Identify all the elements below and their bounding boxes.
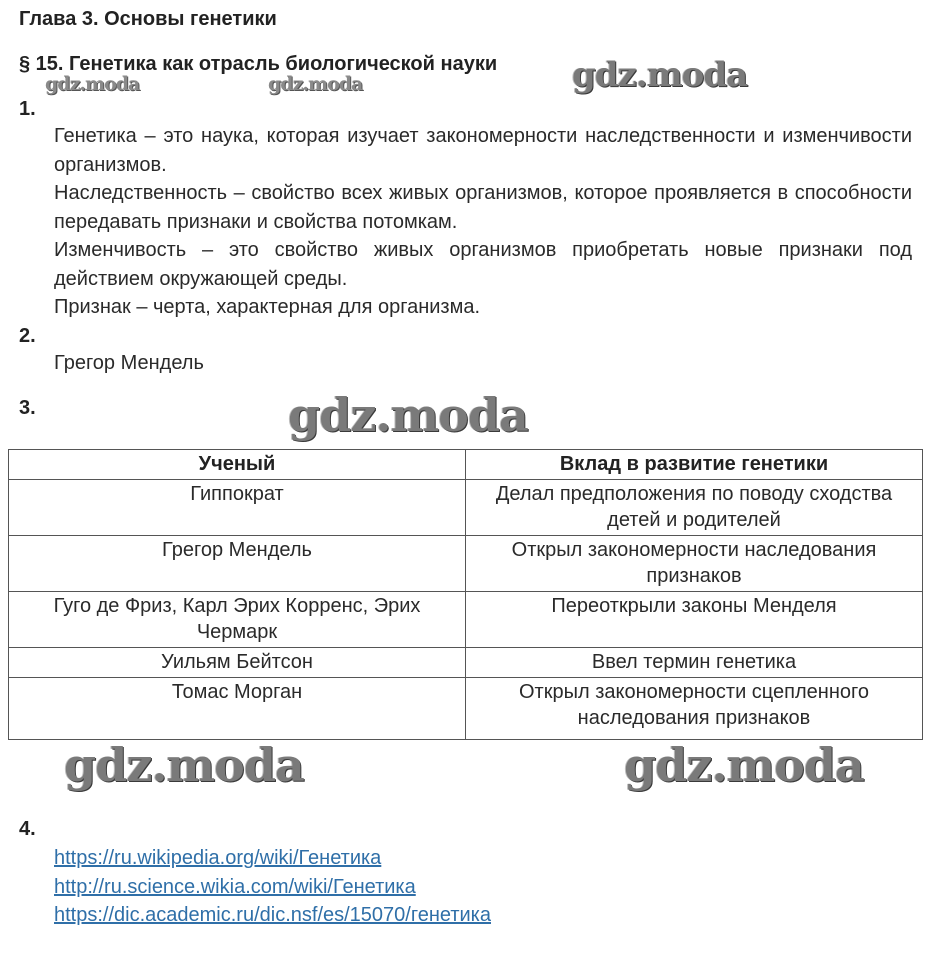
watermark-logo: gdz.moda xyxy=(45,73,140,95)
table-cell-contribution: Открыл закономерности сцепленного наследования признаков xyxy=(466,678,923,740)
question-number-3: 3. xyxy=(19,397,36,419)
table-header-scientist: Ученый xyxy=(9,450,466,480)
answer-2: Грегор Мендель xyxy=(54,352,204,374)
link-wikipedia[interactable]: https://ru.wikipedia.org/wiki/Генетика xyxy=(54,847,382,869)
table-row xyxy=(9,678,923,740)
table-row xyxy=(9,648,923,678)
table-cell-scientist: Уильям Бейтсон xyxy=(9,648,466,678)
watermark-logo: gdz.moda xyxy=(288,388,528,442)
definition-heredity: Наследственность – свойство всех живых организмов, которое проявляется в способности передавать признаки и свойства потомкам. xyxy=(54,182,912,233)
definition-genetics: Генетика – это наука, которая изучает закономерности наследственности и изменчивости организмов. xyxy=(54,125,912,176)
question-number-1: 1. xyxy=(19,98,36,120)
table-cell-contribution: Открыл закономерности наследования признаков xyxy=(466,536,923,592)
table-header-row xyxy=(9,450,923,480)
table-cell-scientist: Гиппократ xyxy=(9,480,466,536)
table-cell-scientist: Томас Морган xyxy=(9,678,466,740)
watermark-logo: gdz.moda xyxy=(624,738,864,792)
watermark-logo: gdz.moda xyxy=(64,738,304,792)
table-row xyxy=(9,592,923,648)
table-cell-contribution: Делал предположения по поводу сходства детей и родителей xyxy=(466,480,923,536)
definition-trait: Признак – черта, характерная для организма. xyxy=(54,296,481,318)
watermark-logo: gdz.moda xyxy=(268,73,363,95)
table-cell-contribution: Переоткрыли законы Менделя xyxy=(466,592,923,648)
chapter-title: Глава 3. Основы генетики xyxy=(19,8,277,30)
table-cell-contribution: Ввел термин генетика xyxy=(466,648,923,678)
table-row xyxy=(9,536,923,592)
link-science-wikia[interactable]: http://ru.science.wikia.com/wiki/Генетика xyxy=(54,875,416,898)
table-row xyxy=(9,480,923,536)
question-number-2: 2. xyxy=(19,325,36,347)
watermark-logo: gdz.moda xyxy=(572,55,748,95)
scientists-table xyxy=(8,449,923,740)
table-header-contribution: Вклад в развитие генетики xyxy=(466,450,923,480)
definition-variability: Изменчивость – это свойство живых организмов приобретать новые признаки под действием окружающей среды. xyxy=(54,239,912,290)
table-cell-scientist: Гуго де Фриз, Карл Эрих Корренс, Эрих Чермарк xyxy=(9,592,466,648)
question-number-4: 4. xyxy=(19,818,36,840)
section-title: § 15. Генетика как отрасль биологической науки xyxy=(19,53,498,75)
link-academic[interactable]: https://dic.academic.ru/dic.nsf/es/15070/генетика xyxy=(54,904,491,926)
table-cell-scientist: Грегор Мендель xyxy=(9,536,466,592)
links-list xyxy=(54,844,491,930)
